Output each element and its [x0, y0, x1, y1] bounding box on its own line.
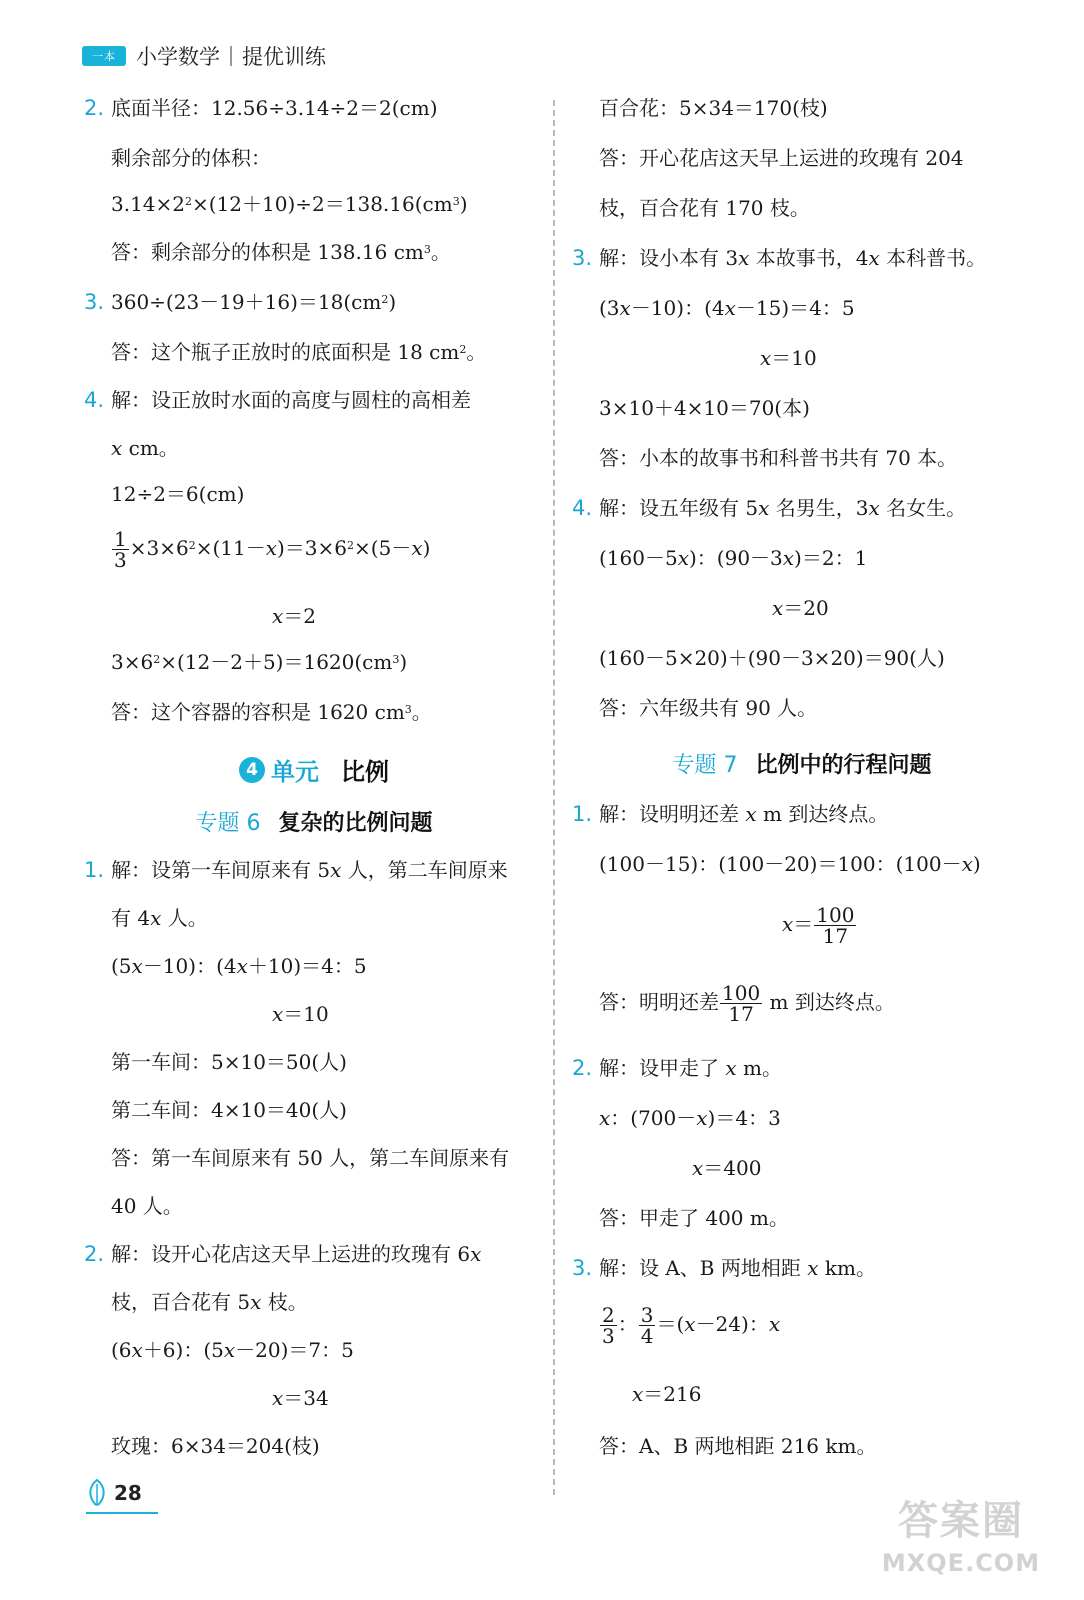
answer-2-line-3: $3.14\times 2^2\times(12+10)\div 2=138.16(cm^3)$: [111, 192, 468, 216]
topic6-answer-1-solution: x＝10: [272, 1002, 329, 1026]
topic6-answer-2-line-5: 玫瑰：6×34＝204(枝): [111, 1434, 320, 1458]
answer-4-line-4: (160－5×20)＋(90－3×20)＝90(人): [599, 646, 945, 670]
fraction: $\frac{100}{17}$: [722, 981, 761, 1026]
continued-line-2: 答：开心花店这天早上运进的玫瑰有 204: [599, 146, 964, 170]
topic7-answer-2-solution: x＝400: [692, 1156, 762, 1180]
topic6-answer-1-line-7: 答：第一车间原来有 50 人，第二车间原来有: [111, 1146, 510, 1170]
topic7-answer-1-line-2: (100－15)：(100－20)＝100：(100－x): [599, 852, 981, 876]
topic6-answer-2-line-3: (6x＋6)：(5x－20)＝7：5: [111, 1338, 354, 1362]
unit-label: 单元: [271, 758, 319, 786]
column-divider: [553, 100, 555, 1495]
continued-line-3: 枝，百合花有 170 枝。: [599, 196, 810, 220]
answer-4-line-2: x cm。: [111, 436, 179, 460]
answer-3-line-2: (3x－10)：(4x－15)＝4：5: [599, 296, 855, 320]
topic-6-heading: 专题 6 复杂的比例问题: [195, 811, 433, 836]
continued-line-1: 百合花：5×34＝170(枝): [599, 96, 828, 120]
page-header: [82, 40, 326, 72]
topic7-answer-3-equation: $\frac{2}{3}$ ： $\frac{3}{4}$ ＝(x－24)：x: [602, 1303, 781, 1348]
fraction: $\frac{100}{17}$: [816, 903, 855, 948]
answer-4-line-7: 答：这个容器的容积是 1620 $cm^3$。: [111, 700, 432, 724]
topic7-answer-2-line-2: x：(700－x)＝4：3: [599, 1106, 781, 1130]
unit-number-badge: 4: [239, 757, 265, 783]
topic6-answer-2-line-2: 枝，百合花有 5x 枝。: [111, 1290, 308, 1314]
fraction: $\frac{2}{3}$: [602, 1303, 615, 1348]
topic7-answer-3-solution: x＝216: [632, 1382, 702, 1406]
answer-number: 3.: [84, 290, 105, 314]
answer-4-line-3: 12÷2＝6(cm): [111, 482, 245, 506]
topic7-answer-1-line-4: 答：明明还差 $\frac{100}{17}$ m 到达终点。: [599, 981, 895, 1026]
answer-number: 2.: [84, 96, 105, 120]
topic6-answer-1-line-3: (5x－10)：(4x＋10)＝4：5: [111, 954, 367, 978]
answer-2-line-4: 答：剩余部分的体积是 138.16 $cm^3$。: [111, 240, 451, 264]
answer-2-line-2: 剩余部分的体积：: [111, 146, 271, 170]
unit-name: 比例: [341, 758, 389, 786]
page-number: 28: [114, 1481, 142, 1505]
answer-3-line-4: 3×10＋4×10＝70(本): [599, 396, 810, 420]
fraction: $\frac{1}{3}$: [114, 527, 127, 572]
brand-logo: 一本: [82, 46, 126, 66]
unit-heading: [84, 752, 544, 787]
topic7-answer-3-line-4: 答：A、B 两地相距 216 km。: [599, 1434, 877, 1458]
fraction: $\frac{3}{4}$: [640, 1303, 654, 1348]
topic6-answer-1-line-8: 40 人。: [111, 1194, 183, 1218]
answer-number: 3.: [572, 246, 593, 270]
topic6-answer-2-solution: x＝34: [272, 1386, 329, 1410]
book-title: 小学数学: [136, 45, 220, 69]
answer-number: 4.: [572, 496, 593, 520]
page-footer: [86, 1478, 142, 1508]
footer-underline: [86, 1512, 158, 1514]
answer-4-equation: $\frac{1}{3}$ $\times 3\times 6^2\times(11-x)=3\times 6^2\times(5-x)$: [114, 527, 431, 572]
leaf-icon: [86, 1478, 108, 1508]
book-subtitle: 提优训练: [242, 45, 326, 69]
answer-4-solution: x＝20: [772, 596, 829, 620]
answer-3-solution: x＝10: [760, 346, 817, 370]
topic6-answer-1-line-2: 有 4x 人。: [111, 906, 208, 930]
answer-number: 2.: [84, 1242, 105, 1266]
answer-number: 1.: [84, 858, 105, 882]
answer-number: 4.: [84, 388, 105, 412]
header-separator: [230, 46, 232, 66]
answer-number: 2.: [572, 1056, 593, 1080]
answer-4-solution: x＝2: [272, 604, 317, 628]
topic-7-heading: 专题 7 比例中的行程问题: [672, 753, 932, 778]
answer-4-line-2: (160－5x)：(90－3x)＝2：1: [599, 546, 868, 570]
answer-3-line-5: 答：小本的故事书和科普书共有 70 本。: [599, 446, 958, 470]
answer-4-line-6: $3\times 6^2\times(12-2+5)=1620(cm^3)$: [111, 650, 408, 674]
topic7-answer-2-line-4: 答：甲走了 400 m。: [599, 1206, 789, 1230]
answer-number: 1.: [572, 802, 593, 826]
watermark: 答案圈 MXQE.COM: [881, 1498, 1041, 1577]
answer-number: 3.: [572, 1256, 593, 1280]
answer-4-line-5: 答：六年级共有 90 人。: [599, 696, 818, 720]
topic6-answer-1-line-5: 第一车间：5×10＝50(人): [111, 1050, 347, 1074]
answer-3-line-2: 答：这个瓶子正放时的底面积是 18 $cm^2$。: [111, 340, 487, 364]
topic7-answer-1-solution: x＝ $\frac{100}{17}$: [782, 903, 855, 948]
topic6-answer-1-line-6: 第二车间：4×10＝40(人): [111, 1098, 347, 1122]
